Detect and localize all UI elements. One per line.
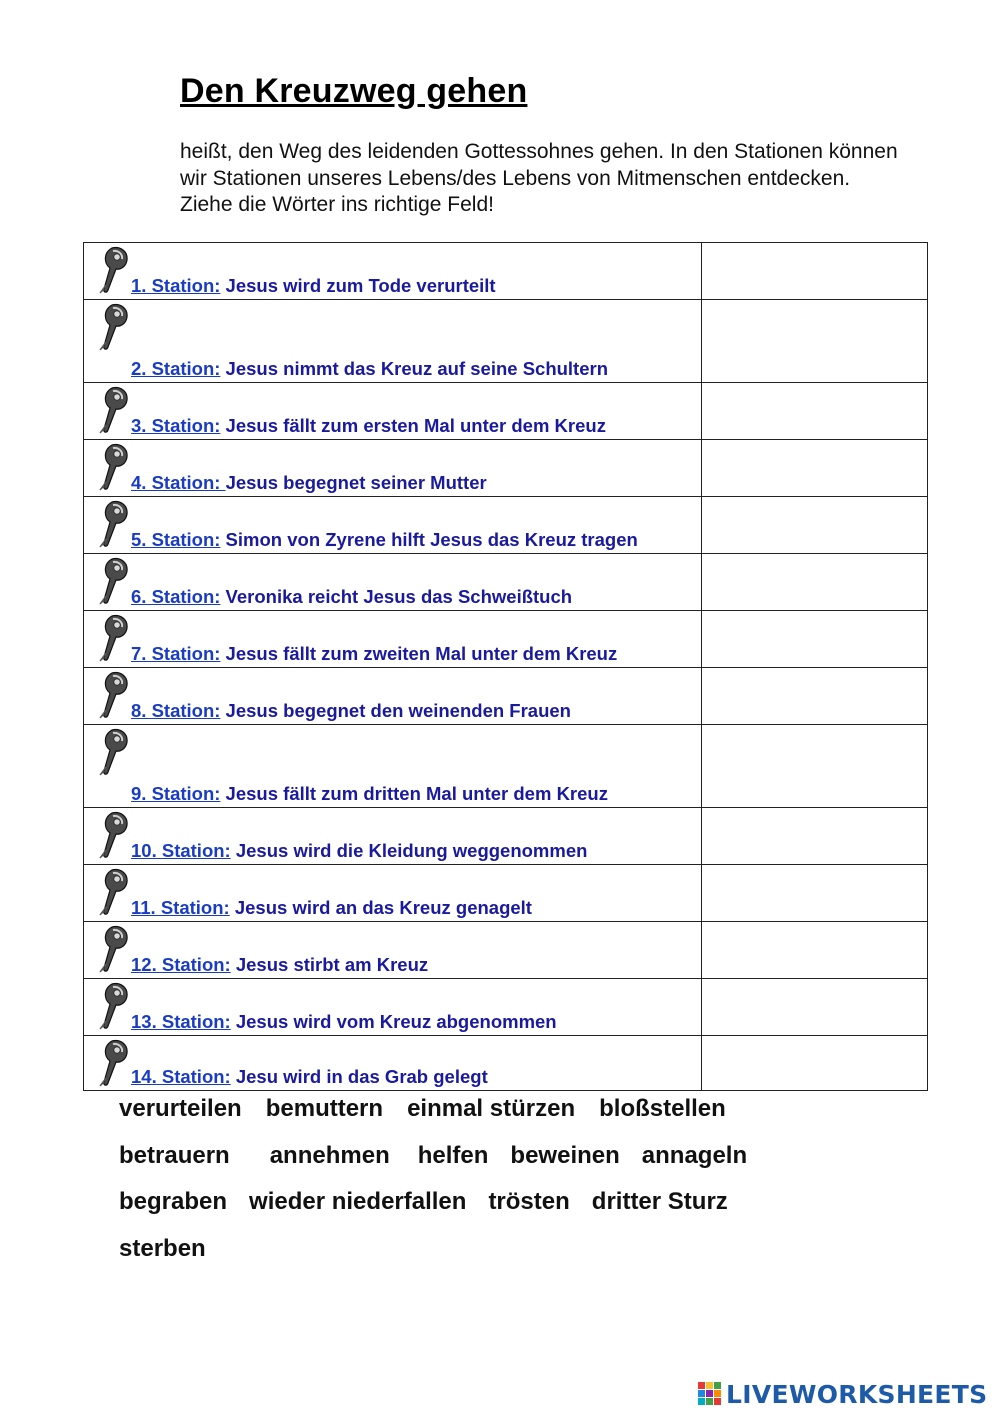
station-label-link[interactable]: 12. Station: (131, 954, 231, 975)
station-description-cell (84, 243, 702, 300)
key-icon (94, 302, 130, 352)
draggable-word[interactable]: annehmen (269, 1141, 390, 1169)
station-label-link[interactable]: 14. Station: (131, 1066, 231, 1087)
liveworksheets-logo (697, 1378, 987, 1410)
station-row (84, 1036, 928, 1091)
station-line (131, 415, 606, 437)
station-row (84, 611, 928, 668)
draggable-word[interactable]: trösten (488, 1188, 570, 1215)
key-icon (94, 981, 130, 1031)
station-line (131, 472, 487, 494)
draggable-word[interactable]: sterben (119, 1234, 206, 1262)
key-icon (94, 499, 130, 549)
stations-table (83, 242, 928, 1091)
draggable-word[interactable]: wieder niederfallen (249, 1188, 467, 1215)
station-row (84, 440, 928, 497)
answer-drop-field[interactable] (701, 611, 927, 668)
station-line (131, 700, 571, 722)
station-row (84, 668, 928, 725)
station-label-link[interactable]: 5. Station: (131, 529, 221, 550)
station-description-cell (84, 554, 702, 611)
key-icon (94, 442, 130, 492)
draggable-word[interactable]: bloßstellen (599, 1095, 726, 1122)
liveworksheets-logo-icon (697, 1381, 723, 1407)
station-text: Jesus begegnet den weinenden Frauen (220, 700, 571, 721)
answer-drop-field[interactable] (701, 1036, 927, 1091)
station-row (84, 808, 928, 865)
station-line (131, 586, 572, 608)
station-line (131, 1066, 488, 1088)
station-description-cell (84, 979, 702, 1036)
word-bank-row (119, 1142, 879, 1189)
draggable-word[interactable]: annageln (641, 1141, 748, 1169)
station-description-cell (84, 497, 702, 554)
station-label-link[interactable]: 1. Station: (131, 275, 221, 296)
station-description-cell (84, 668, 702, 725)
station-row (84, 497, 928, 554)
station-label-link[interactable]: 7. Station: (131, 643, 221, 664)
station-description-cell (84, 611, 702, 668)
station-row (84, 922, 928, 979)
intro-text: heißt, den Weg des leidenden Gottessohnes gehen. In den Stationen können wir Stationen unseres Lebens/des Lebens von Mitmenschen entdecken. Ziehe die Wörter ins richtige Feld! (180, 140, 898, 216)
station-label-link[interactable]: 2. Station: (131, 358, 221, 379)
word-bank-row (119, 1095, 879, 1142)
answer-drop-field[interactable] (701, 668, 927, 725)
key-icon (94, 1038, 130, 1088)
station-description-cell (84, 300, 702, 383)
station-line (131, 358, 608, 380)
key-icon (94, 245, 130, 295)
station-text: Jesus fällt zum ersten Mal unter dem Kreuz (220, 415, 606, 436)
station-label-link[interactable]: 13. Station: (131, 1011, 231, 1032)
answer-drop-field[interactable] (701, 725, 927, 808)
station-text: Jesu wird in das Grab gelegt (230, 1066, 488, 1087)
draggable-word[interactable]: dritter Sturz (591, 1188, 728, 1215)
station-text: Jesus wird vom Kreuz abgenommen (230, 1011, 557, 1032)
answer-drop-field[interactable] (701, 440, 927, 497)
station-line (131, 275, 496, 297)
answer-drop-field[interactable] (701, 243, 927, 300)
brand-name: LIVEWORKSHEETS (726, 1379, 988, 1409)
station-description-cell (84, 725, 702, 808)
station-label-link[interactable]: 8. Station: (131, 700, 221, 721)
station-description-cell (84, 922, 702, 979)
station-text: Simon von Zyrene hilft Jesus das Kreuz tragen (220, 529, 638, 550)
answer-drop-field[interactable] (701, 300, 927, 383)
draggable-word[interactable]: bemuttern (265, 1095, 384, 1122)
station-text: Jesus stirbt am Kreuz (230, 954, 429, 975)
answer-drop-field[interactable] (701, 383, 927, 440)
draggable-word[interactable]: betrauern (119, 1141, 230, 1169)
station-line (131, 954, 428, 976)
key-icon (94, 613, 130, 663)
draggable-word[interactable]: begraben (119, 1188, 228, 1215)
key-icon (94, 556, 130, 606)
answer-drop-field[interactable] (701, 979, 927, 1036)
answer-drop-field[interactable] (701, 554, 927, 611)
key-icon (94, 385, 130, 435)
station-row (84, 383, 928, 440)
station-line (131, 643, 617, 665)
answer-drop-field[interactable] (701, 808, 927, 865)
draggable-word[interactable]: beweinen (510, 1141, 620, 1169)
station-text: Jesus begegnet seiner Mutter (225, 472, 487, 493)
station-label-link[interactable]: 11. Station: (131, 897, 230, 918)
key-icon (94, 727, 130, 777)
key-icon (94, 670, 130, 720)
station-line (131, 840, 587, 862)
station-label-link[interactable]: 9. Station: (131, 783, 221, 804)
word-bank-row (119, 1235, 879, 1282)
station-description-cell (84, 865, 702, 922)
key-icon (94, 867, 130, 917)
station-text: Jesus nimmt das Kreuz auf seine Schultern (220, 358, 609, 379)
station-label-link[interactable]: 10. Station: (131, 840, 231, 861)
station-text: Jesus wird an das Kreuz genagelt (229, 897, 532, 918)
station-label-link[interactable]: 6. Station: (131, 586, 221, 607)
answer-drop-field[interactable] (701, 865, 927, 922)
answer-drop-field[interactable] (701, 497, 927, 554)
draggable-word[interactable]: einmal stürzen (407, 1095, 576, 1122)
word-bank (119, 1095, 879, 1281)
station-text: Veronika reicht Jesus das Schweißtuch (220, 586, 573, 607)
station-description-cell (84, 1036, 702, 1091)
station-label-link[interactable]: 3. Station: (131, 415, 221, 436)
station-text: Jesus wird die Kleidung weggenommen (230, 840, 588, 861)
key-icon (94, 810, 130, 860)
page-title: Den Kreuzweg gehen (180, 72, 528, 110)
station-description-cell (84, 808, 702, 865)
word-bank-row (119, 1188, 879, 1235)
station-text: Jesus fällt zum dritten Mal unter dem Kreuz (220, 783, 608, 804)
answer-drop-field[interactable] (701, 922, 927, 979)
key-icon (94, 924, 130, 974)
station-description-cell (84, 383, 702, 440)
draggable-word[interactable]: verurteilen (119, 1095, 242, 1122)
station-row (84, 979, 928, 1036)
station-row (84, 300, 928, 383)
station-label-link[interactable]: 4. Station: (131, 472, 226, 493)
draggable-word[interactable]: helfen (417, 1141, 489, 1169)
station-line (131, 1011, 557, 1033)
station-text: Jesus fällt zum zweiten Mal unter dem Kreuz (220, 643, 618, 664)
station-line (131, 783, 608, 805)
station-row (84, 865, 928, 922)
station-row (84, 725, 928, 808)
station-row (84, 243, 928, 300)
station-description-cell (84, 440, 702, 497)
station-row (84, 554, 928, 611)
station-line (131, 897, 532, 919)
station-line (131, 529, 638, 551)
station-text: Jesus wird zum Tode verurteilt (220, 275, 496, 296)
